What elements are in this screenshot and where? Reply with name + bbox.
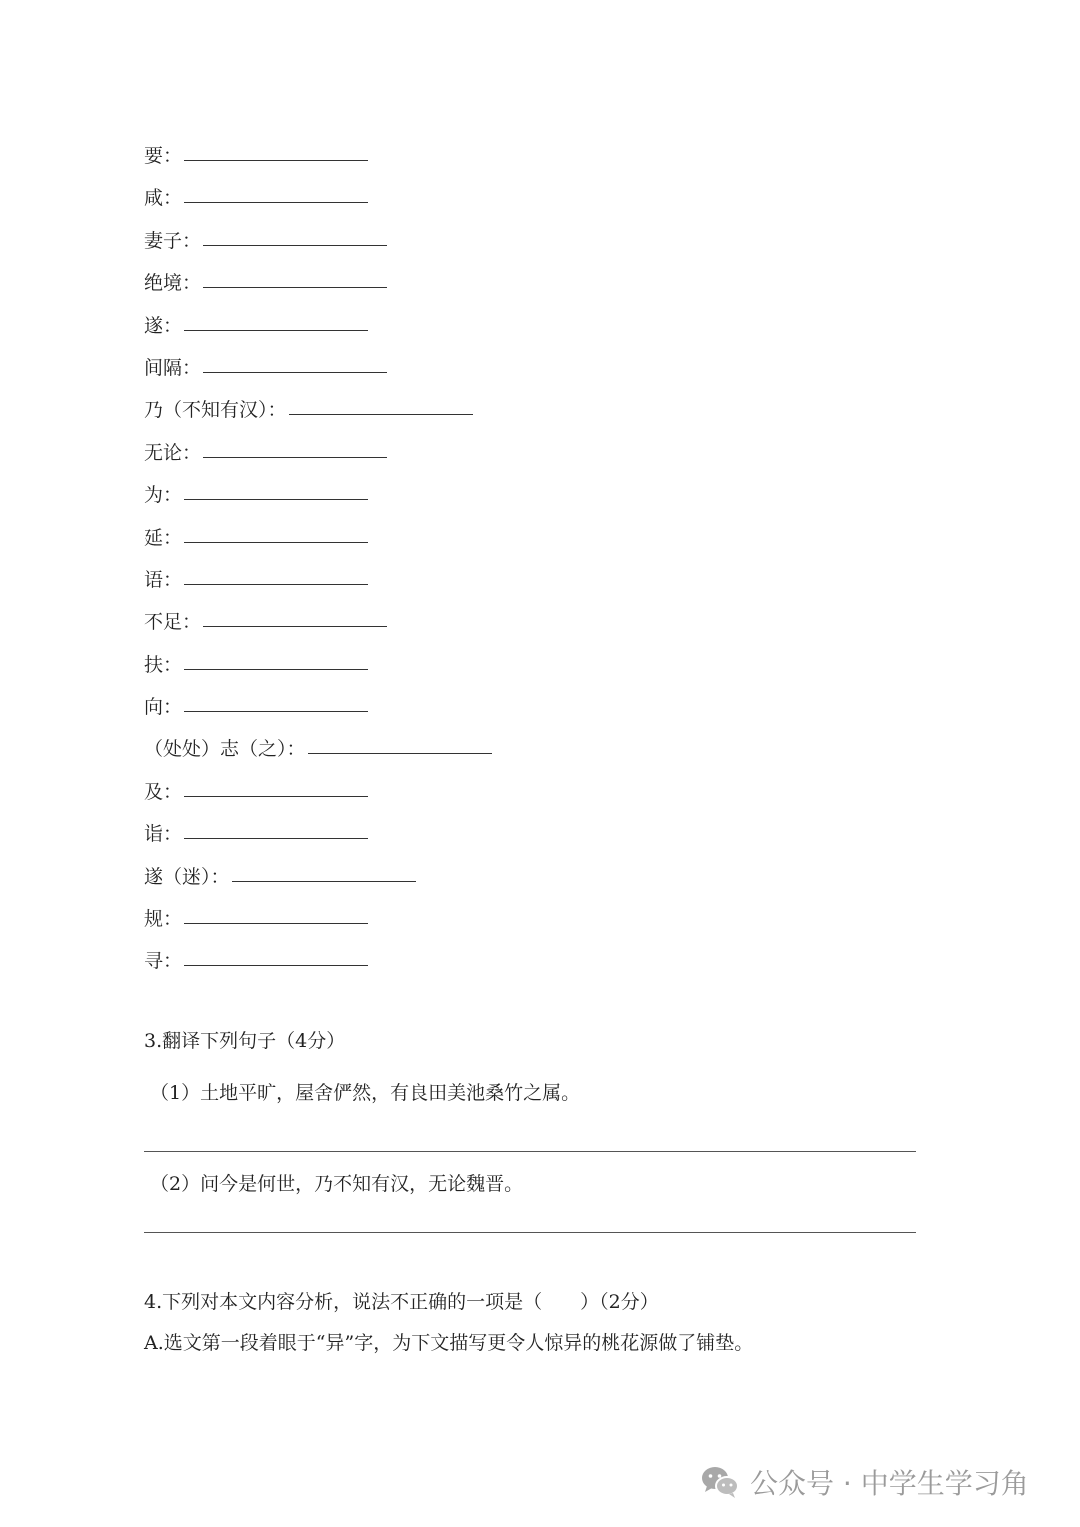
answer-blank[interactable]	[289, 392, 473, 415]
answer-blank[interactable]	[184, 138, 368, 161]
answer-blank[interactable]	[184, 647, 368, 670]
answer-blank[interactable]	[184, 562, 368, 585]
vocab-term: 无论：	[144, 441, 202, 464]
watermark-text: 公众号 · 中学生学习角	[750, 1467, 1029, 1500]
answer-blank[interactable]	[184, 308, 368, 331]
vocab-term: 诣：	[144, 823, 183, 846]
vocab-term: 扶：	[144, 653, 183, 676]
vocab-term: 向：	[144, 696, 183, 719]
vocab-term: 遂：	[144, 314, 183, 337]
question-3-sentence-2: （2）问今是何世，乃不知有汉，无论魏晋。	[150, 1173, 524, 1195]
vocab-item	[144, 308, 492, 350]
answer-blank[interactable]	[308, 731, 492, 754]
answer-blank[interactable]	[184, 689, 368, 712]
vocab-term: （处处）志（之）：	[144, 738, 306, 761]
question-4-option-a: A.选文第一段着眼于“异”字，为下文描写更令人惊异的桃花源做了铺垫。	[144, 1332, 754, 1354]
vocab-item	[144, 943, 492, 985]
question-3-sentence-1: （1）土地平旷，屋舍俨然，有良田美池桑竹之属。	[150, 1082, 581, 1104]
answer-blank[interactable]	[203, 604, 387, 627]
vocab-term: 语：	[144, 568, 183, 591]
vocab-term: 绝境：	[144, 272, 202, 295]
vocab-term: 寻：	[144, 950, 183, 973]
vocab-item	[144, 689, 492, 731]
vocab-item	[144, 774, 492, 816]
vocab-item	[144, 859, 492, 901]
answer-blank[interactable]	[203, 265, 387, 288]
vocab-term: 乃（不知有汉）：	[144, 399, 287, 422]
vocab-item	[144, 520, 492, 562]
answer-blank[interactable]	[184, 943, 368, 966]
vocab-term: 延：	[144, 526, 183, 549]
answer-blank[interactable]	[184, 180, 368, 203]
vocab-term: 规：	[144, 908, 183, 931]
answer-blank[interactable]	[184, 774, 368, 797]
answer-blank[interactable]	[184, 901, 368, 924]
answer-blank[interactable]	[203, 435, 387, 458]
answer-blank[interactable]	[184, 816, 368, 839]
answer-line-2[interactable]	[144, 1232, 916, 1233]
answer-blank[interactable]	[203, 223, 387, 246]
vocab-item	[144, 223, 492, 265]
vocab-term: 及：	[144, 780, 183, 803]
answer-blank[interactable]	[232, 859, 416, 882]
vocab-term: 咸：	[144, 187, 183, 210]
vocab-item	[144, 435, 492, 477]
vocab-item	[144, 392, 492, 434]
question-3-title: 3.翻译下列句子（4分）	[144, 1030, 346, 1052]
vocab-item	[144, 350, 492, 392]
vocab-item	[144, 901, 492, 943]
vocab-term: 要：	[144, 145, 183, 167]
answer-blank[interactable]	[203, 350, 387, 373]
watermark	[700, 1462, 1029, 1502]
answer-blank[interactable]	[184, 520, 368, 543]
vocab-term: 为：	[144, 484, 183, 507]
vocab-term: 不足：	[144, 611, 202, 634]
vocab-item	[144, 562, 492, 604]
vocab-item	[144, 477, 492, 519]
vocabulary-list	[144, 138, 492, 986]
answer-line-1[interactable]	[144, 1151, 916, 1152]
vocab-term: 遂（迷）：	[144, 865, 230, 888]
wechat-icon	[700, 1464, 740, 1500]
vocab-item	[144, 647, 492, 689]
vocab-item	[144, 265, 492, 307]
vocab-item	[144, 604, 492, 646]
question-4-title: 4.下列对本文内容分析，说法不正确的一项是（ ）（2分）	[144, 1291, 659, 1313]
vocab-term: 间隔：	[144, 356, 202, 379]
vocab-item	[144, 138, 492, 180]
answer-blank[interactable]	[184, 477, 368, 500]
vocab-item	[144, 816, 492, 858]
vocab-item	[144, 731, 492, 773]
vocab-term: 妻子：	[144, 229, 202, 252]
vocab-item	[144, 180, 492, 222]
